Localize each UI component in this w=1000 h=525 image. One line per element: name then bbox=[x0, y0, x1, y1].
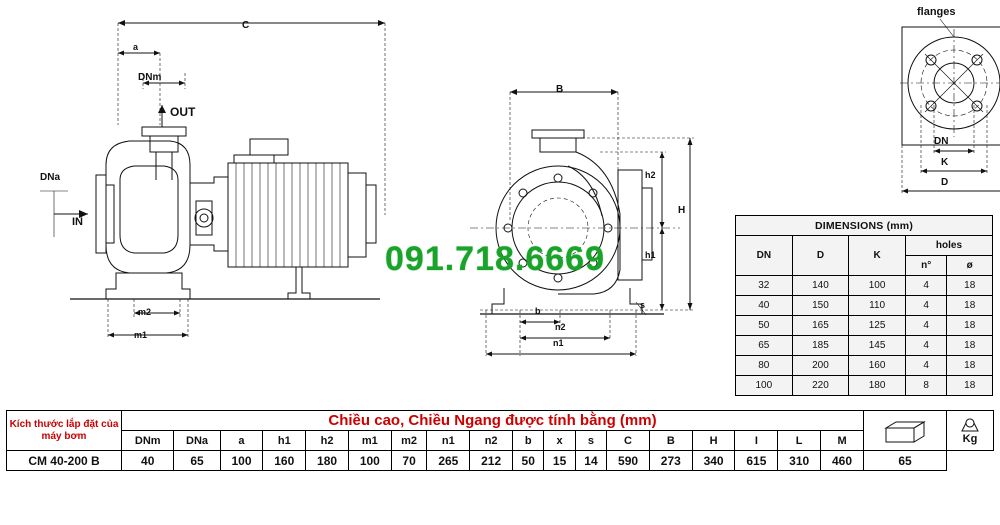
label-m2: m2 bbox=[138, 307, 152, 317]
cell: 160 bbox=[849, 356, 906, 376]
col-header: h1 bbox=[263, 431, 306, 451]
cell: 220 bbox=[792, 376, 849, 396]
label-D: D bbox=[941, 177, 949, 188]
cell: 18 bbox=[947, 336, 993, 356]
table-row bbox=[736, 336, 993, 356]
dim-col-n: n° bbox=[905, 256, 947, 276]
cell: 100 bbox=[849, 276, 906, 296]
label-C: C bbox=[242, 20, 250, 31]
weight-header-cell bbox=[947, 411, 994, 451]
cell: 4 bbox=[905, 356, 947, 376]
phone-watermark: 091.718.6669 bbox=[385, 240, 605, 278]
cell: 615 bbox=[735, 451, 778, 471]
cell: 200 bbox=[792, 356, 849, 376]
table-row bbox=[736, 356, 993, 376]
cell: 180 bbox=[306, 451, 349, 471]
col-header: m1 bbox=[348, 431, 391, 451]
col-header: L bbox=[778, 431, 821, 451]
label-n2: n2 bbox=[555, 322, 566, 332]
corner-header: Kích thước lắp đặt của máy bơm bbox=[7, 411, 122, 451]
label-s: s bbox=[640, 300, 646, 310]
label-B: B bbox=[556, 84, 564, 95]
cell: 15 bbox=[544, 451, 575, 471]
cell: 100 bbox=[220, 451, 263, 471]
cell: 590 bbox=[607, 451, 650, 471]
pump-front-view-drawing bbox=[450, 10, 740, 400]
weight-value: 65 bbox=[864, 451, 947, 471]
cell: 273 bbox=[649, 451, 692, 471]
cell: 140 bbox=[792, 276, 849, 296]
flange-detail-drawing bbox=[880, 5, 1000, 205]
col-header: a bbox=[220, 431, 263, 451]
col-header: M bbox=[821, 431, 864, 451]
col-header: B bbox=[649, 431, 692, 451]
cell: 165 bbox=[792, 316, 849, 336]
cell: 160 bbox=[263, 451, 306, 471]
table-row bbox=[736, 276, 993, 296]
label-DN: DN bbox=[934, 136, 949, 147]
cell: 265 bbox=[427, 451, 470, 471]
dimensions-table bbox=[735, 215, 993, 396]
cell: 18 bbox=[947, 296, 993, 316]
cell: 4 bbox=[905, 316, 947, 336]
label-K: K bbox=[941, 157, 949, 168]
col-header: DNm bbox=[122, 431, 174, 451]
cell: 310 bbox=[778, 451, 821, 471]
col-header: m2 bbox=[391, 431, 427, 451]
label-n1: n1 bbox=[553, 338, 564, 348]
cell: 50 bbox=[513, 451, 544, 471]
dim-col-k: K bbox=[849, 236, 906, 276]
dim-col-o: ø bbox=[947, 256, 993, 276]
col-header: H bbox=[692, 431, 735, 451]
weight-unit-label: Kg bbox=[962, 432, 978, 445]
cell: 4 bbox=[905, 296, 947, 316]
cell: 460 bbox=[821, 451, 864, 471]
dim-col-dn: DN bbox=[736, 236, 793, 276]
cell: 65 bbox=[174, 451, 220, 471]
label-m1: m1 bbox=[134, 330, 148, 340]
label-H: H bbox=[678, 205, 686, 216]
box-icon bbox=[864, 411, 947, 451]
col-header: C bbox=[607, 431, 650, 451]
cell: 70 bbox=[391, 451, 427, 471]
cell: 18 bbox=[947, 276, 993, 296]
col-header: n2 bbox=[470, 431, 513, 451]
cell: 185 bbox=[792, 336, 849, 356]
model-name: CM 40-200 B bbox=[7, 451, 122, 471]
cell: 40 bbox=[122, 451, 174, 471]
col-header: I bbox=[735, 431, 778, 451]
cell: 100 bbox=[736, 376, 793, 396]
label-IN: IN bbox=[72, 216, 83, 228]
cell: 32 bbox=[736, 276, 793, 296]
main-title: Chiều cao, Chiều Ngang được tính bằng (mm) bbox=[122, 411, 864, 431]
cell: 18 bbox=[947, 356, 993, 376]
label-DNa: DNa bbox=[40, 172, 61, 183]
cell: 150 bbox=[792, 296, 849, 316]
label-DNm: DNm bbox=[138, 72, 162, 83]
table-row bbox=[736, 296, 993, 316]
cell: 100 bbox=[348, 451, 391, 471]
col-header: b bbox=[513, 431, 544, 451]
label-flanges: flanges bbox=[917, 6, 956, 18]
cell: 180 bbox=[849, 376, 906, 396]
cell: 125 bbox=[849, 316, 906, 336]
cell: 212 bbox=[470, 451, 513, 471]
table-row bbox=[7, 451, 994, 471]
dim-col-d: D bbox=[792, 236, 849, 276]
cell: 8 bbox=[905, 376, 947, 396]
cell: 80 bbox=[736, 356, 793, 376]
cell: 65 bbox=[736, 336, 793, 356]
cell: 18 bbox=[947, 376, 993, 396]
col-header: s bbox=[575, 431, 606, 451]
label-h2: h2 bbox=[645, 170, 656, 180]
cell: 50 bbox=[736, 316, 793, 336]
label-a: a bbox=[133, 42, 139, 52]
cell: 145 bbox=[849, 336, 906, 356]
col-header: h2 bbox=[306, 431, 349, 451]
label-b: b bbox=[535, 306, 541, 316]
label-h1: h1 bbox=[645, 250, 656, 260]
cell: 4 bbox=[905, 276, 947, 296]
col-header: DNa bbox=[174, 431, 220, 451]
cell: 4 bbox=[905, 336, 947, 356]
cell: 40 bbox=[736, 296, 793, 316]
dimensions-table-title: DIMENSIONS (mm) bbox=[736, 216, 993, 236]
col-header: n1 bbox=[427, 431, 470, 451]
label-OUT: OUT bbox=[170, 105, 196, 119]
pump-side-view-drawing bbox=[10, 5, 430, 405]
cell: 18 bbox=[947, 316, 993, 336]
col-header: x bbox=[544, 431, 575, 451]
cell: 340 bbox=[692, 451, 735, 471]
cell: 110 bbox=[849, 296, 906, 316]
cell: 14 bbox=[575, 451, 606, 471]
table-row bbox=[736, 316, 993, 336]
table-row bbox=[736, 376, 993, 396]
dim-group-holes: holes bbox=[905, 236, 992, 256]
installation-dimensions-table bbox=[6, 410, 994, 471]
